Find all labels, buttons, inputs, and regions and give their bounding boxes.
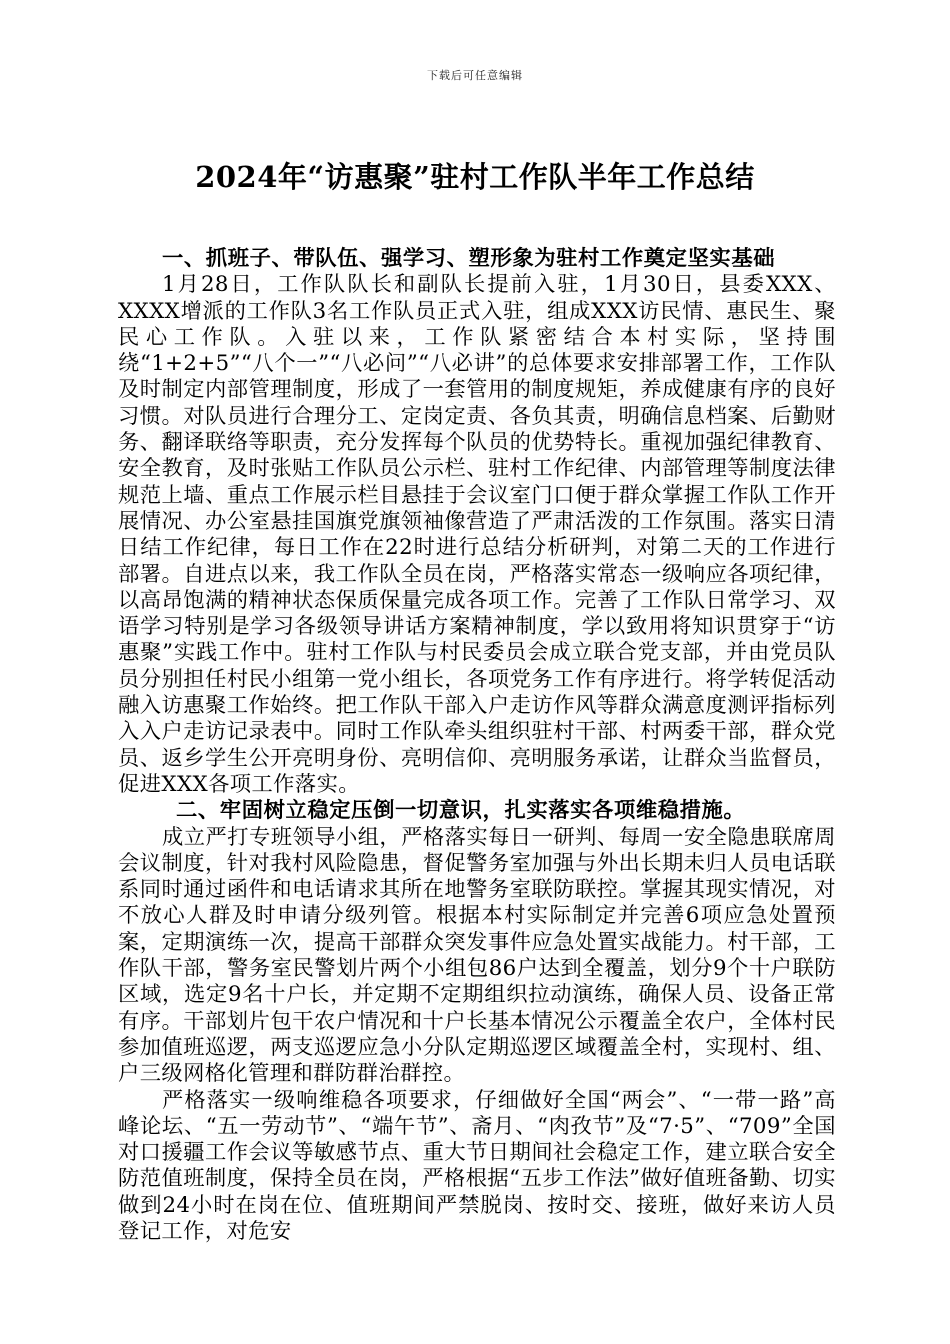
section-2-heading: 二、牢固树立稳定压倒一切意识，扎实落实各项维稳措施。 <box>176 798 746 824</box>
section-1-heading: 一、抓班子、带队伍、强学习、塑形象为驻村工作奠定坚实基础 <box>162 246 776 271</box>
document-title: 2024年“访惠聚”驻村工作队半年工作总结 <box>195 160 755 194</box>
section-2-paragraph-1: 成立严打专班领导小组，严格落实每日一研判、每周一安全隐患联席周会议制度，针对我村风险隐患，督促警务室加强与外出长期未归人员电话联系同时通过函件和电话请求其所在地警务室联防联控。掌握其现实情况，对不放心人群及时申请分级列管。根据本村实际制定并完善6项应急处置预案，定期演练一次，提高干部群众突发事件应急处置实战能力。村干部，工作队干部，警务室民警划片两个小组包86户达到全覆盖，划分9个十户联防区域，选定9名十户长，并定期不定期组织拉动演练，确保人员、设备正常有序。干部划片包干农户情况和十户长基本情况公示覆盖全农户，全体村民参加值班巡逻，两支巡逻应急小分队定期巡逻区域覆盖全村，实现村、组、户三级网格化管理和群防群治群控。 <box>118 824 836 1087</box>
header-note: 下载后可任意编辑 <box>427 69 523 82</box>
document-body <box>118 246 836 1245</box>
section-2-paragraph-2: 严格落实一级响维稳各项要求，仔细做好全国“两会”、“一带一路”高峰论坛、“五一劳动节”、“端午节”、斋月、“肉孜节”及“7·5”、“709”全国对口援疆工作会议等敏感节点、重大节日期间社会稳定工作，建立联合安全防范值班制度，保持全员在岗，严格根据“五步工作法”做好值班备勤、切实做到24小时在岗在位、值班期间严禁脱岗、按时交、接班，做好来访人员登记工作，对危安 <box>118 1087 836 1244</box>
section-1-paragraph-1: 1月28日，工作队队长和副队长提前入驻，1月30日，县委XXX、XXXX增派的工作队3名工作队员正式入驻，组成XXX访民情、惠民生、聚民心工作队。入驻以来，工作队紧密结合本村实际，坚持围绕“1+2+5”“八个一”“八必问”“八必讲”的总体要求安排部署工作，工作队及时制定内部管理制度，形成了一套管用的制度规矩，养成健康有序的良好习惯。对队员进行合理分工、定岗定责、各负其责，明确信息档案、后勤财务、翻译联络等职责，充分发挥每个队员的优势特长。重视加强纪律教育、安全教育，及时张贴工作队员公示栏、驻村工作纪律、内部管理等制度法律规范上墙、重点工作展示栏目悬挂于会议室门口便于群众掌握工作队工作开展情况、办公室悬挂国旗党旗领袖像营造了严肃活泼的工作氛围。落实日清日结工作纪律，每日工作在22时进行总结分析研判，对第二天的工作进行部署。自进点以来，我工作队全员在岗，严格落实常态一级响应各项纪律，以高昂饱满的精神状态保质保量完成各项工作。完善了工作队日常学习、双语学习特别是学习各级领导讲话方案精神制度，学以致用将知识贯穿于“访惠聚”实践工作中。驻村工作队与村民委员会成立联合党支部，并由党员队员分别担任村民小组第一党小组长，各项党务工作有序进行。将学转促活动融入访惠聚工作始终。把工作队干部入户走访作风等群众满意度测评指标列入入户走访记录表中。同时工作队牵头组织驻村干部、村两委干部，群众党员、返乡学生公开亮明身份、亮明信仰、亮明服务承诺，让群众当监督员，促进XXX各项工作落实。 <box>118 272 836 797</box>
